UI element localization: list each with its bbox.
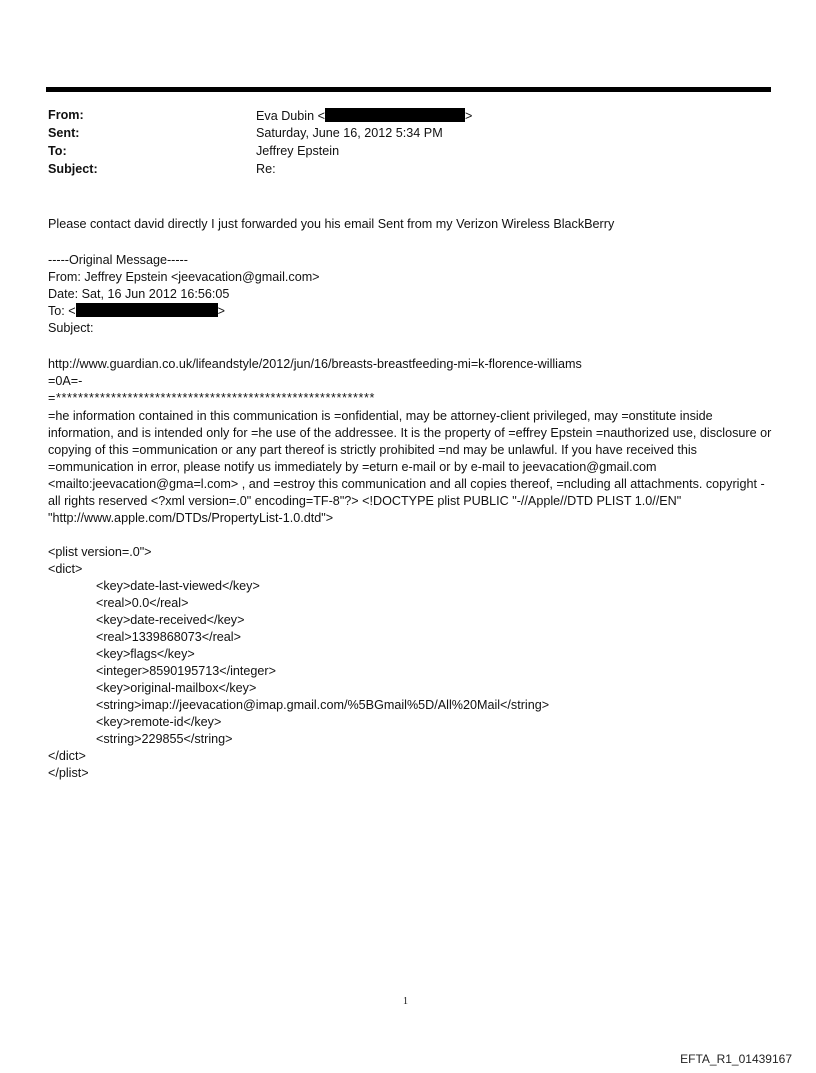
plist-line: <key>date-received</key>	[96, 613, 245, 627]
message-body: Please contact david directly I just forwarded you his email Sent from my Verizon Wireless BlackBerry	[48, 217, 615, 231]
sent-value: Saturday, June 16, 2012 5:34 PM	[256, 126, 443, 140]
sent-label: Sent:	[48, 126, 80, 140]
sender-name: Eva Dubin	[256, 109, 315, 123]
original-to-suffix: >	[217, 304, 226, 318]
from-label: From:	[48, 108, 84, 122]
original-from: From: Jeffrey Epstein <jeevacation@gmail.com>	[48, 270, 320, 284]
plist-line: <integer>8590195713</integer>	[96, 664, 276, 678]
plist-line: <key>original-mailbox</key>	[96, 681, 257, 695]
document-id: EFTA_R1_01439167	[680, 1052, 792, 1066]
dict-close: </dict>	[48, 749, 86, 763]
original-subject: Subject:	[48, 321, 94, 335]
plist-close: </plist>	[48, 766, 89, 780]
original-to-prefix: To: <	[48, 304, 76, 318]
plist-line: <real>0.0</real>	[96, 596, 189, 610]
original-to	[48, 303, 225, 320]
plist-line: <key>flags</key>	[96, 647, 195, 661]
to-label: To:	[48, 144, 67, 158]
subject-label: Subject:	[48, 162, 98, 176]
plist-line: <real>1339868073</real>	[96, 630, 241, 644]
original-divider: -----Original Message-----	[48, 253, 188, 267]
plist-line: <string>229855</string>	[96, 732, 233, 746]
plist-line: <key>date-last-viewed</key>	[96, 579, 260, 593]
redaction-bar	[76, 303, 218, 317]
original-date: Date: Sat, 16 Jun 2012 16:56:05	[48, 287, 230, 301]
sender-email-close: >	[464, 109, 473, 123]
to-value: Jeffrey Epstein	[256, 144, 340, 158]
article-link: http://www.guardian.co.uk/lifeandstyle/2012/jun/16/breasts-breastfeeding-mi=k-florence-williams	[48, 357, 582, 371]
plist-line: <key>remote-id</key>	[96, 715, 222, 729]
plist-line: <string>imap://jeevacation@imap.gmail.com/%5BGmail%5D/All%20Mail</string>	[96, 698, 550, 712]
encoded-line: =0A=-	[48, 374, 83, 388]
separator-stars: =**********************************************************	[48, 391, 376, 405]
subject-value: Re:	[256, 162, 276, 176]
plist-open: <plist version=.0">	[48, 545, 152, 559]
redaction-bar	[325, 108, 465, 122]
from-value	[256, 108, 472, 123]
header-rule	[46, 87, 771, 92]
dict-open: <dict>	[48, 562, 83, 576]
disclaimer-paragraph: =he information contained in this communication is =onfidential, may be attorney-client privileged, may =onstitute inside information, and is intended only for =he use of the addressee. It is the property of =effrey Epstein =nauthorized use, disclosure or copying of this =ommunication or any part thereof is strictly prohibited =nd may be unlawful. If you have received this =ommunication in error, please notify us immediately by =eturn e-mail or by e-mail to jeevacation@gmail.com <mailto:jeevacation@gma=l.com> , and =estroy this communication and all copies thereof, =ncluding all attachments. copyright -all rights reserved <?xml version=.0" encoding=TF-8"?> <!DOCTYPE plist PUBLIC "-//Apple//DTD PLIST 1.0//EN" "http://www.apple.com/DTDs/PropertyList-1.0.dtd">	[48, 409, 772, 525]
page-number: 1	[403, 996, 408, 1007]
sender-email-open: <	[317, 109, 325, 123]
